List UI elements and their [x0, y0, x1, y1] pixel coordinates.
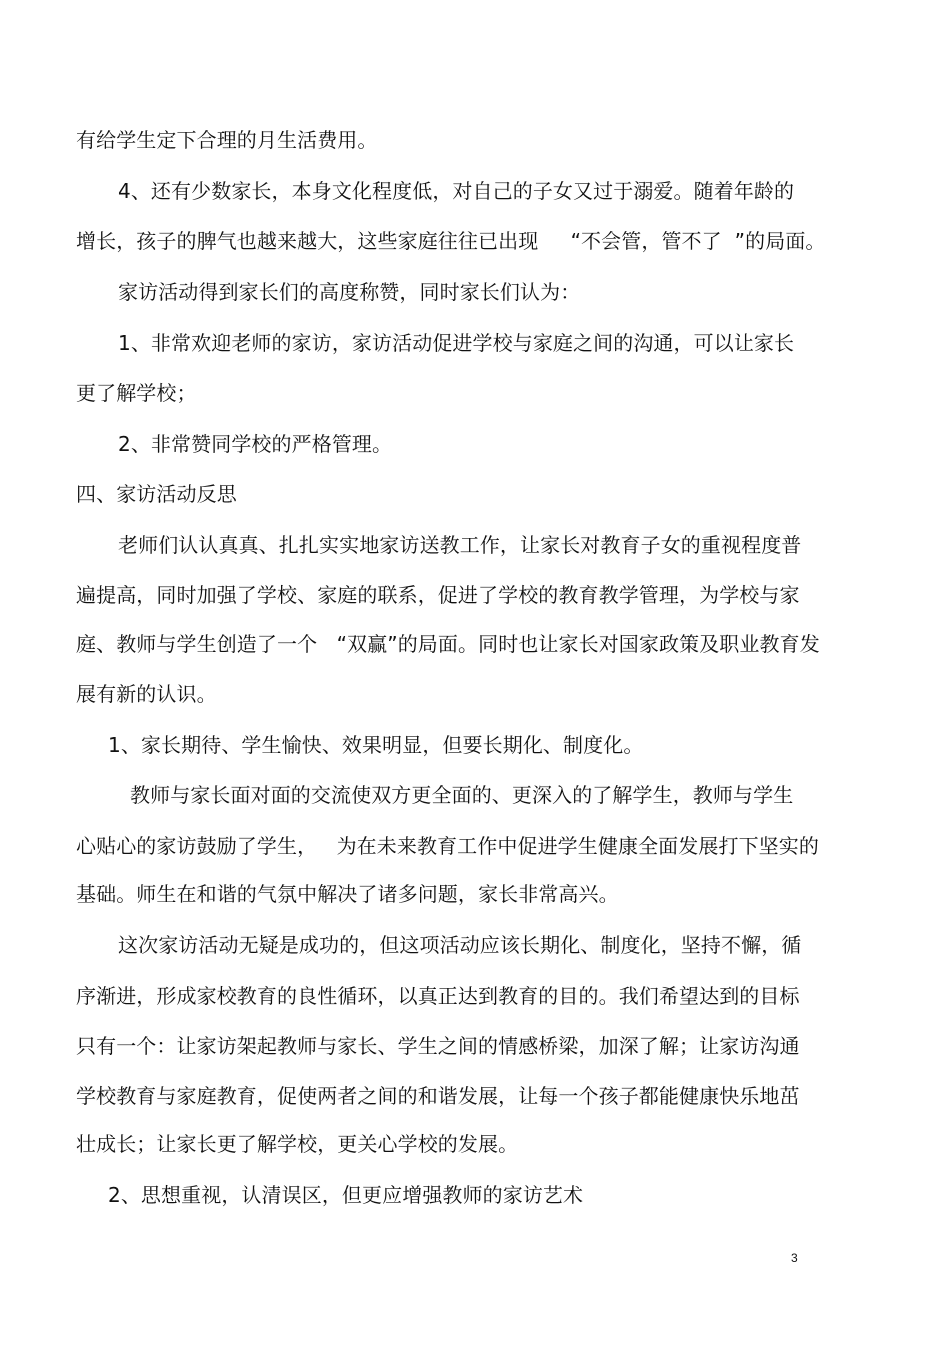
section-heading: 四、家访活动反思 [76, 482, 237, 506]
text-line: 4、还有少数家长，本身文化程度低，对自己的子女又过于溺爱。随着年龄的 [118, 179, 795, 203]
text-line: 2、非常赞同学校的严格管理。 [118, 432, 393, 456]
text-line: 教师与家长面对面的交流使双方更全面的、更深入的了解学生，教师与学生 [130, 783, 794, 807]
text-line: 展有新的认识。 [76, 682, 217, 706]
text-line: 庭、教师与学生创造了一个 “双赢”的局面。同时也让家长对国家政策及职业教育发 [76, 632, 820, 656]
text-line: 增长，孩子的脾气也越来越大，这些家庭往往已出现 “不会管，管不了 ”的局面。 [76, 229, 826, 253]
page-number: 3 [791, 1251, 798, 1265]
text-line: 只有一个：让家访架起教师与家长、学生之间的情感桥梁，加深了解；让家访沟通 [76, 1034, 800, 1058]
text-line: 家访活动得到家长们的高度称赞，同时家长们认为： [118, 280, 581, 304]
text-line: 心贴心的家访鼓励了学生， 为在未来教育工作中促进学生健康全面发展打下坚实的 [76, 834, 819, 858]
text-line: 2、思想重视，认清误区，但更应增强教师的家访艺术 [108, 1183, 584, 1207]
text-line: 有给学生定下合理的月生活费用。 [76, 128, 378, 152]
text-line: 遍提高，同时加强了学校、家庭的联系，促进了学校的教育教学管理，为学校与家 [76, 583, 800, 607]
text-line: 壮成长；让家长更了解学校，更关心学校的发展。 [76, 1132, 519, 1156]
text-line: 这次家访活动无疑是成功的，但这项活动应该长期化、制度化，坚持不懈，循 [118, 933, 802, 957]
text-line: 1、家长期待、学生愉快、效果明显，但要长期化、制度化。 [108, 733, 644, 757]
text-line: 更了解学校； [76, 381, 197, 405]
text-line: 老师们认认真真、扎扎实实地家访送教工作，让家长对教育子女的重视程度普 [118, 533, 802, 557]
text-line: 序渐进，形成家校教育的良性循环，以真正达到教育的目的。我们希望达到的目标 [76, 984, 800, 1008]
text-line: 学校教育与家庭教育，促使两者之间的和谐发展，让每一个孩子都能健康快乐地茁 [76, 1084, 800, 1108]
text-line: 1、非常欢迎老师的家访，家访活动促进学校与家庭之间的沟通，可以让家长 [118, 331, 795, 355]
text-line: 基础。师生在和谐的气氛中解决了诸多问题，家长非常高兴。 [76, 882, 619, 906]
